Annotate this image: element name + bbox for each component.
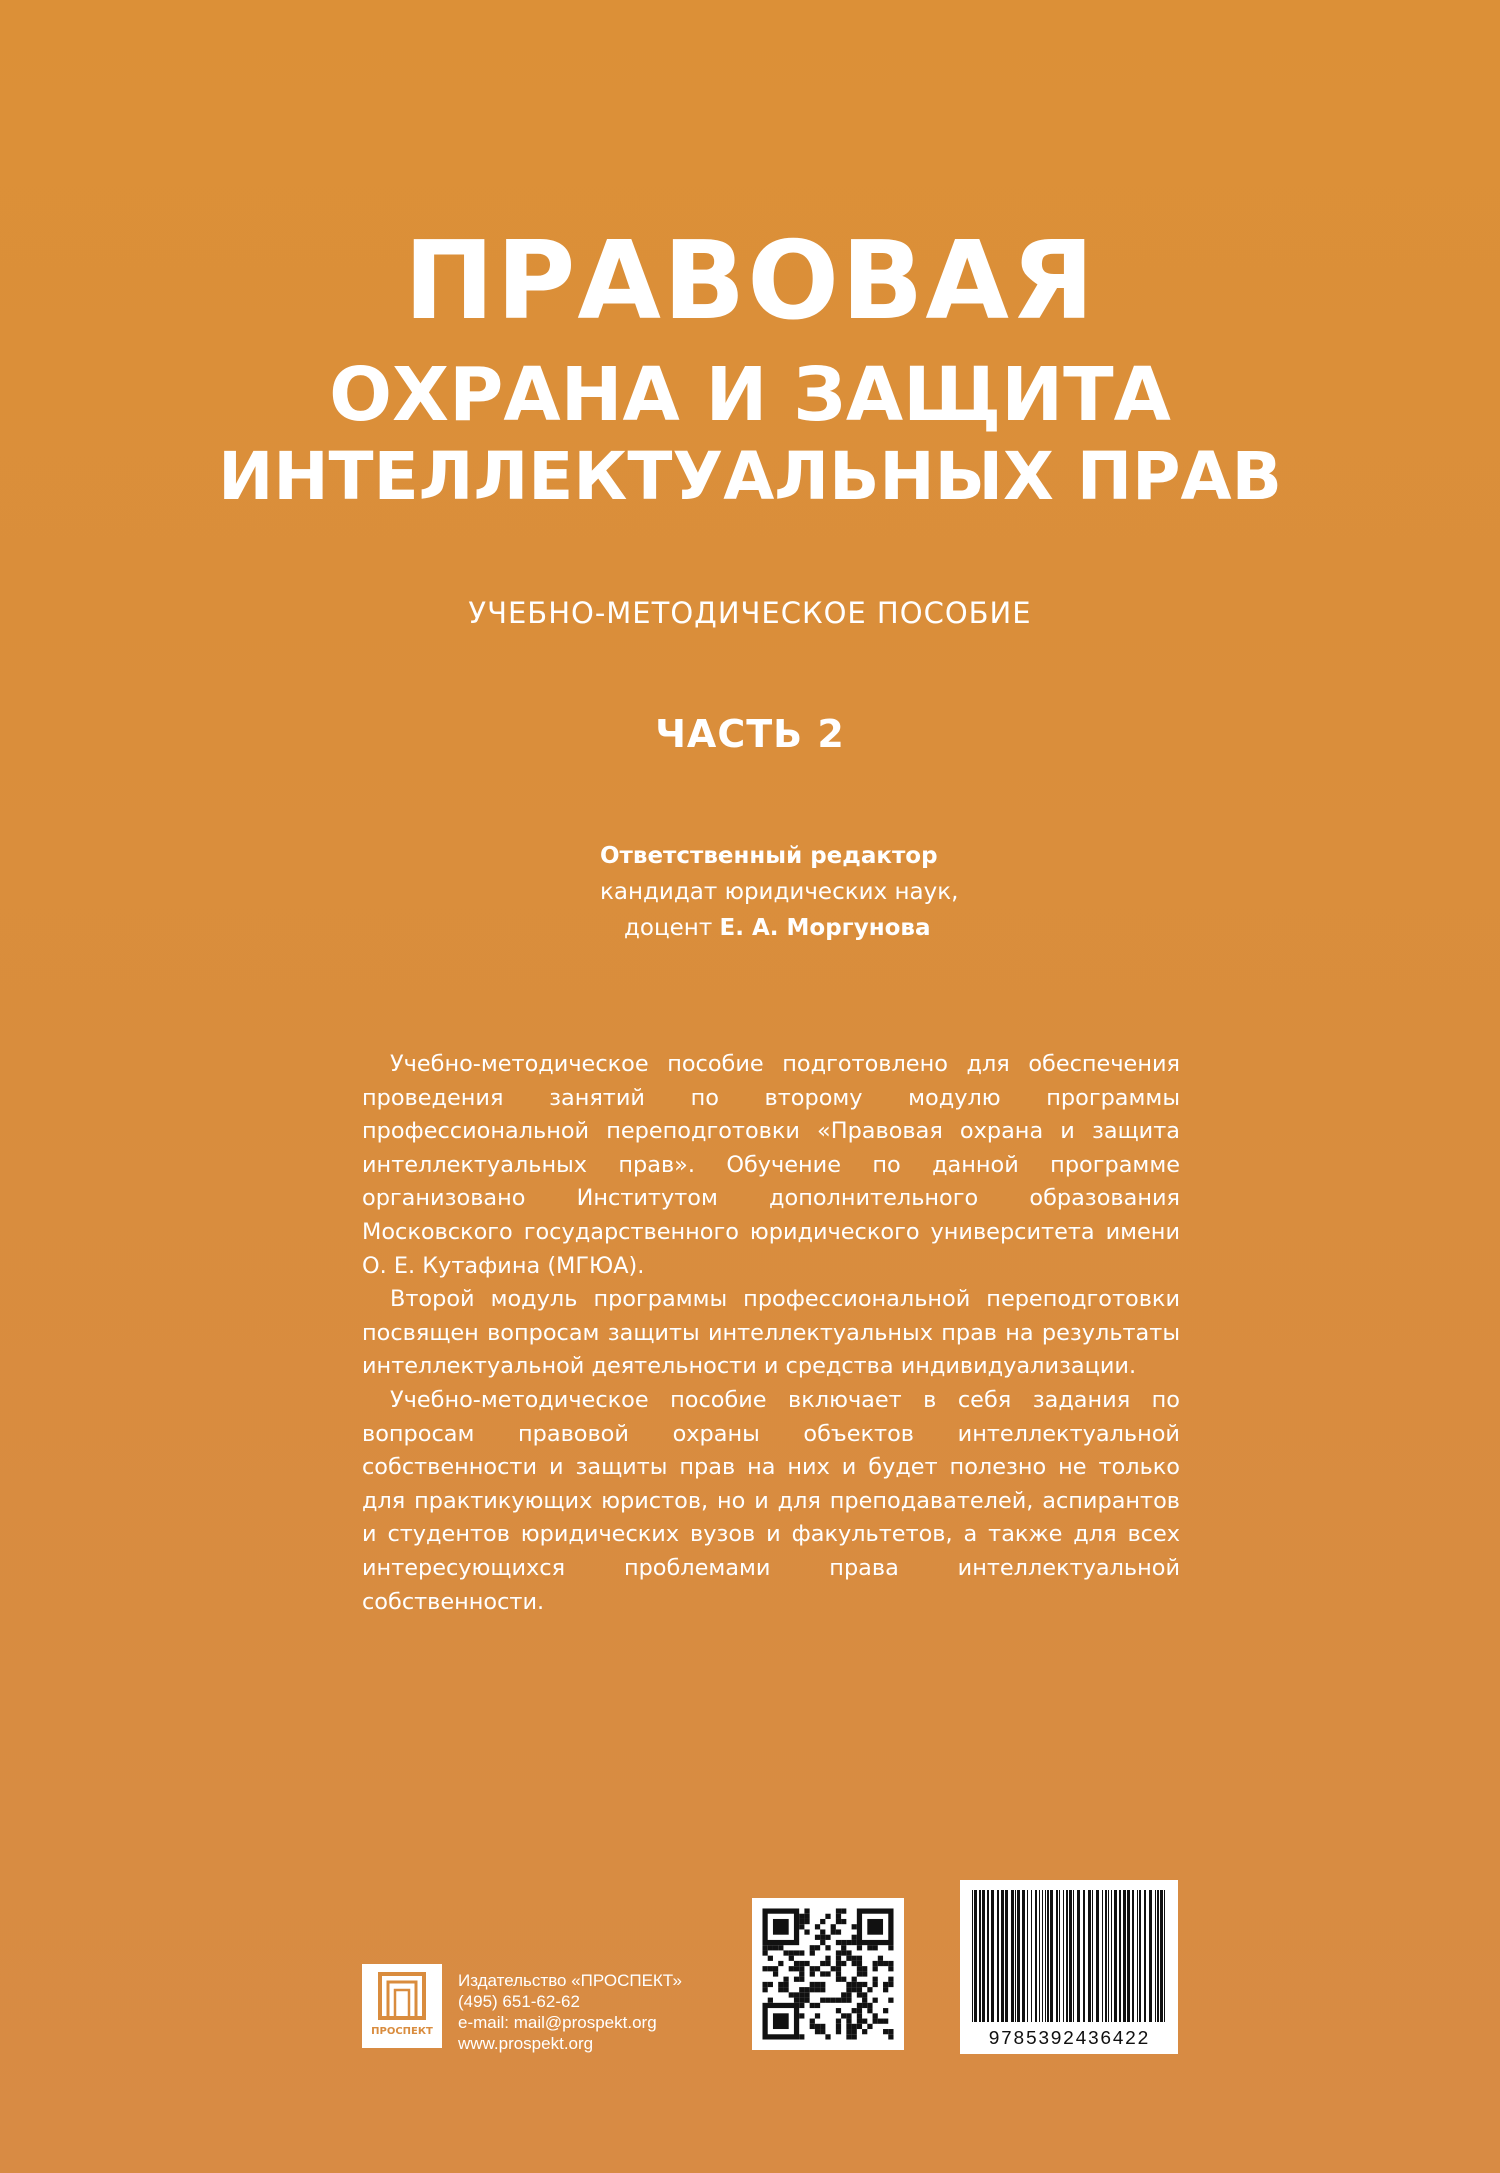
isbn-barcode [960,1880,1178,2054]
title-line-1: ПРАВОВАЯ [403,219,1097,344]
publisher-email: e-mail: mail@prospekt.org [458,2013,657,2032]
editor-block [600,838,1200,946]
publisher-logo [362,1964,442,2048]
qr-code-icon [752,1898,904,2050]
publisher-phone: (495) 651-62-62 [458,1992,580,2011]
annotation-paragraph: Учебно-методическое пособие включает в себя задания по вопросам правовой охраны объектов интеллектуальной собственности и защиты прав на них и будет полезно не только для практикующих юристов, но и для преподавателей, аспирантов и студентов юридических вузов и факультетов, а также для всех интересующихся проблемами права интеллектуальной собственности. [362,1386,1180,1615]
barcode-bars [960,1880,1178,2028]
publisher-contacts [458,1970,682,2054]
title-line-3: ИНТЕЛЛЕКТУАЛЬНЫХ ПРАВ [218,438,1282,515]
editor-name-line [600,910,1200,946]
publisher-website: www.prospekt.org [458,2034,594,2053]
subtitle: УЧЕБНО-МЕТОДИЧЕСКОЕ ПОСОБИЕ [468,596,1032,630]
logo-text: ПРОСПЕКТ [371,2026,433,2037]
annotation-paragraph: Второй модуль программы профессиональной переподготовки посвящен вопросам защиты интеллектуальных прав на результаты интеллектуальной деятельности и средства индивидуализации. [362,1286,1180,1380]
qr-code-graphic [752,1898,904,2050]
editor-label: Ответственный редактор [600,843,938,869]
publisher-name: Издательство «ПРОСПЕКТ» [458,1971,682,1990]
prospekt-gate-icon [376,1970,428,2022]
editor-degree: кандидат юридических наук, [600,879,959,905]
editor-name: Е. А. Моргунова [719,915,931,941]
annotation-paragraph: Учебно-методическое пособие подготовлено для обеспечения проведения занятий по второму модулю программы профессиональной переподготовки «Правовая охрана и защита интеллектуальных прав». Обучение по данной программе организовано Институтом дополнительного образования Московского государственного юридического университета имени О. Е. Кутафина (МГЮА). [362,1051,1180,1279]
part-number: ЧАСТЬ 2 [655,712,845,756]
annotation-text [362,1048,1180,1619]
editor-title: доцент [624,915,713,941]
title-line-2: ОХРАНА И ЗАЩИТА [329,352,1171,438]
isbn-number: 9785392436422 [988,2028,1150,2050]
